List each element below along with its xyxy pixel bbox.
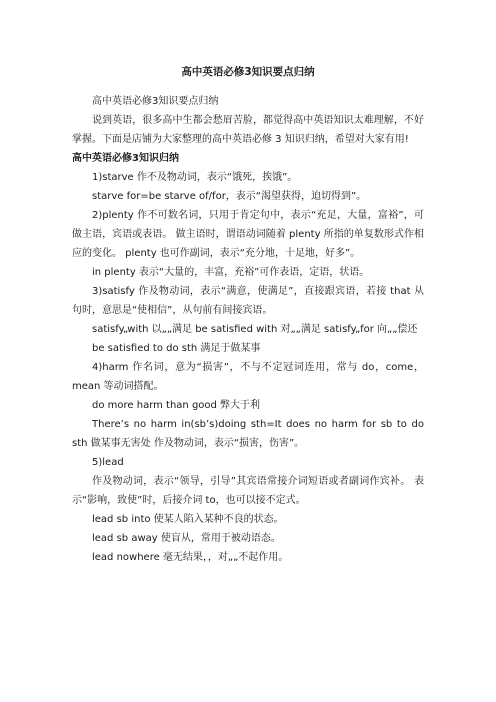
- section-heading: 高中英语必修3知识归纳: [72, 153, 179, 164]
- paragraph: in plenty 表示“大量的，丰富，充裕”可作表语，定语，状语。: [92, 267, 370, 278]
- paragraph: 作及物动词，表示“领导，引导”其宾语常接介词短语或者副词作宾补。 表示“影响，致使”时，后接介词 to，也可以接不定式。: [72, 476, 424, 506]
- paragraph: 1)starve 作不及物动词，表示“饿死，挨饿”。: [92, 172, 298, 183]
- paragraph: 说到英语，很多高中生都会愁眉苦脸，都觉得高中英语知识太难理解，不好掌握。下面是店铺为大家整理的高中英语必修 3 知识归纳，希望对大家有用!: [72, 115, 424, 145]
- paragraph: lead sb into 使某人陷入某种不良的状态。: [92, 514, 284, 525]
- paragraph: 3)satisfy 作及物动词，表示“满意，使满足”，直接跟宾语，若接 that 从句时，意思是“使相信”，从句前有间接宾语。: [72, 286, 424, 316]
- document-title: 高中英语必修3知识要点归纳: [181, 66, 315, 78]
- paragraph: satisfy„with 以„„满足 be satisfied with 对„„满足 satisfy„for 向„„偿还: [92, 324, 418, 335]
- paragraph: 5)lead: [92, 457, 124, 468]
- paragraph: There’s no harm in(sb’s)doing sth=It does no harm for sb to do sth 做某事无害处 作及物动词，表示“损害，伤害”。: [72, 419, 424, 449]
- paragraph: lead sb away 使盲从，常用于被动语态。: [92, 533, 281, 544]
- paragraph: 4)harm 作名词，意为“损害”，不与不定冠词连用，常与 do，come，mean 等动词搭配。: [72, 362, 424, 392]
- paragraph: 高中英语必修3知识要点归纳: [92, 96, 219, 107]
- document-body: [72, 92, 424, 567]
- paragraph: starve for=be starve of/for，表示“渴望获得，迫切得到”。: [92, 191, 367, 202]
- paragraph: lead nowhere 毫无结果，，对„„不起作用。: [92, 552, 289, 563]
- paragraph: be satisfied to do sth 满足于做某事: [92, 343, 261, 354]
- paragraph: 2)plenty 作不可数名词，只用于肯定句中，表示“充足，大量，富裕”，可做主语，宾语或表语。 做主语时，谓语动词随着 plenty 所指的单复数形式作相应的变化。 plenty 也可作副词，表示“充分地，十足地，好多”。: [72, 210, 424, 259]
- paragraph: do more harm than good 弊大于利: [92, 400, 261, 411]
